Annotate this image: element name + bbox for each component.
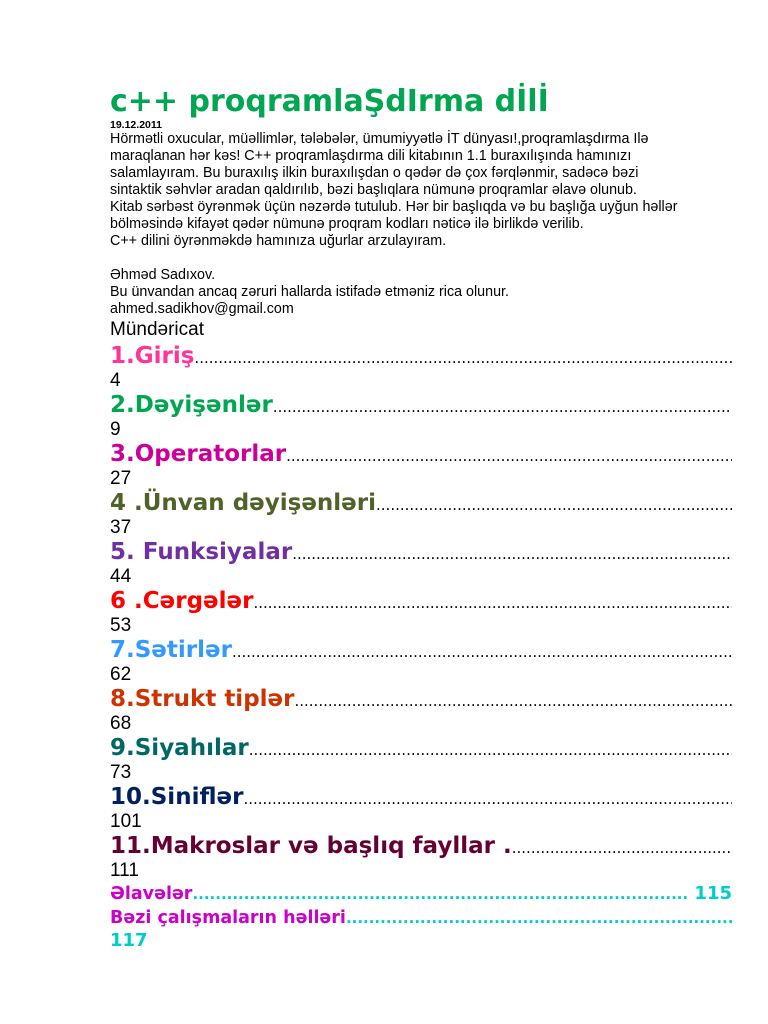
contact-note: Bu ünvandan ancaq zəruri hallarda istifadə etməniz rica olunur. — [110, 284, 509, 300]
toc-entry — [110, 833, 732, 882]
author-email: ahmed.sadikhov@gmail.com — [110, 301, 294, 317]
appendix-entry-label: Əlavələr — [110, 884, 193, 904]
appendix-entry-page: 117 — [110, 930, 148, 951]
intro-line: C++ dilini öyrənməkdə hamınıza uğurlar arzulayıram. — [110, 233, 447, 249]
toc-entry — [110, 343, 732, 392]
toc-entry — [110, 441, 732, 490]
toc-entry-label: 3.Operatorlar — [110, 441, 287, 467]
leader-dots — [294, 688, 732, 714]
intro-line: bölməsində kifayət qədər nümunə proqram kodları nəticə ilə birlikdə verilib. — [110, 216, 584, 232]
appendix-entry — [110, 882, 732, 906]
appendix-entry-page: 115 — [694, 883, 732, 904]
toc-entry-label: 6 .Cərgələr — [110, 588, 254, 614]
toc-entry-page: 62 — [110, 664, 132, 685]
toc-entry-label: 8.Strukt tiplər — [110, 686, 295, 712]
toc-entry-page: 27 — [110, 468, 132, 489]
leader-dots — [249, 737, 732, 763]
intro-line: Hörmətli oxucular, müəllimlər, tələbələr, ümumiyyətlə İT dünyası!,proqramlaşdırma Ilə — [110, 131, 649, 147]
toc-entry-label: 10.Siniflər — [110, 784, 244, 810]
leader-dots — [512, 835, 732, 861]
author-name: Əhməd Sadıxov. — [110, 267, 216, 283]
toc-entry — [110, 539, 732, 588]
toc-entry-label: 4 .Ünvan dəyişənləri — [110, 490, 377, 516]
leader-dots — [286, 443, 732, 469]
toc-entry-label: 11.Makroslar və başlıq fayllar . — [110, 833, 512, 859]
toc-entry-label: 2.Dəyişənlər — [110, 392, 273, 418]
leader-dots — [192, 882, 688, 906]
leader-dots — [253, 590, 732, 616]
document-title: c++ proqramlaŞdIrma dİlİ — [110, 84, 549, 119]
leader-dots — [194, 345, 732, 371]
document-date: 19.12.2011 — [110, 119, 162, 131]
leader-dots — [232, 639, 732, 665]
leader-dots — [376, 492, 732, 518]
toc-entry — [110, 637, 732, 686]
toc-entry — [110, 784, 732, 833]
toc-entry-page: 44 — [110, 566, 132, 587]
intro-line: Kitab sərbəst öyrənmək üçün nəzərdə tutulub. Hər bir başlıqda və bu başlığa uyğun həllər — [110, 199, 678, 215]
toc-entry-label: 7.Sətirlər — [110, 637, 232, 663]
intro-line: sintaktik səhvlər aradan qaldırılıb, bəzi başlıqlara nümunə proqramlar əlavə olunub. — [110, 182, 637, 198]
intro-line: salamlayıram. Bu buraxılış ilkin buraxılışdan o qədər də çox fərqlənmir, sadəcə bəzi — [110, 165, 639, 181]
toc-entry — [110, 735, 732, 784]
appendix-entry — [110, 906, 732, 930]
intro-paragraph — [110, 131, 677, 250]
toc-entry-page: 101 — [110, 811, 142, 832]
toc-entry-page: 53 — [110, 615, 132, 636]
toc-entry — [110, 490, 732, 539]
toc-entry-page: 68 — [110, 713, 132, 734]
leader-dots — [273, 394, 732, 420]
toc-entry-page: 4 — [110, 370, 121, 391]
toc-entry-page: 73 — [110, 762, 132, 783]
leader-dots — [292, 541, 732, 567]
toc-entry — [110, 588, 732, 637]
toc-entry-page: 111 — [110, 860, 139, 881]
toc-entry — [110, 686, 732, 735]
toc-entry-page: 9 — [110, 419, 121, 440]
toc-entry-label: 1.Giriş — [110, 343, 195, 369]
signature-block — [110, 267, 509, 318]
table-of-contents — [110, 343, 732, 952]
intro-line: maraqlanan hər kəs! C++ proqramlaşdırma dili kitabının 1.1 buraxılışında hamınızı — [110, 148, 632, 164]
toc-heading: Mündəricat — [110, 319, 204, 340]
toc-entry-label: 9.Siyahılar — [110, 735, 249, 761]
leader-dots — [243, 786, 732, 812]
toc-entry-page: 37 — [110, 517, 132, 538]
appendix-entry-label: Bəzi çalışmaların həlləri — [110, 908, 346, 928]
toc-entry — [110, 392, 732, 441]
toc-entry-label: 5. Funksiyalar — [110, 539, 293, 565]
leader-dots — [346, 906, 732, 930]
